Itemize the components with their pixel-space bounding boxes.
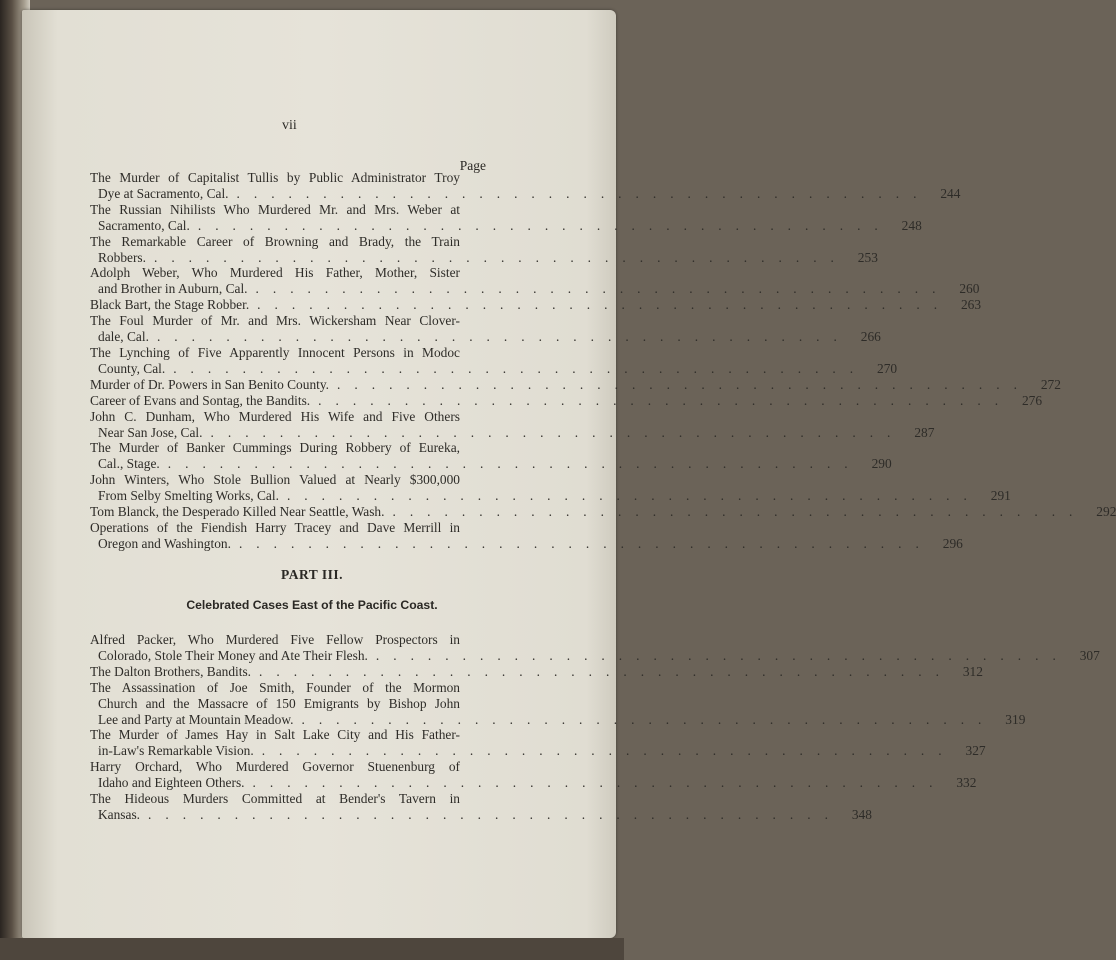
toc-entry-title-line: John Winters, Who Stole Bullion Valued at Nearly $300,000	[90, 472, 460, 488]
toc-entry-title-line: Cal., Stage.	[98, 456, 160, 472]
toc-entry-title-line: The Dalton Brothers, Bandits.	[90, 663, 252, 679]
toc-entry-last-line	[90, 535, 963, 552]
dot-leader: ........................................	[392, 504, 1087, 520]
dot-leader: ........................................	[148, 806, 842, 822]
toc-entry-title-line: Career of Evans and Sontag, the Bandits.	[90, 392, 311, 408]
toc-entry	[90, 313, 881, 345]
toc-entry-page-number: 292	[1096, 504, 1116, 520]
toc-entry	[90, 297, 982, 313]
dot-leader: ........................................	[210, 424, 905, 440]
toc-entry	[90, 265, 980, 297]
toc-entry-title-line: Robbers.	[98, 249, 146, 265]
toc-entry-page-number: 290	[871, 456, 892, 472]
toc-entry-last-line	[90, 185, 961, 202]
toc-list-part-2	[90, 170, 1116, 552]
toc-entry-title-line: The Russian Nihilists Who Murdered Mr. and Mrs. Weber at	[90, 201, 460, 217]
part-heading: PART III.	[280, 567, 344, 582]
toc-entry-page-number: 287	[914, 424, 935, 440]
toc-entry-page-number: 260	[959, 281, 980, 297]
toc-entry	[90, 344, 898, 377]
toc-entry-page-number: 276	[1021, 392, 1043, 408]
toc-entry-last-line	[90, 663, 983, 680]
toc-entry-title-line: Lee and Party at Mountain Meadow.	[98, 711, 294, 727]
toc-entry-title-line: in-Law's Remarkable Vision.	[98, 743, 254, 759]
part-subheading: Celebrated Cases East of the Pacific Coast.	[186, 598, 438, 612]
toc-entry-title-line: Dye at Sacramento, Cal.	[98, 185, 229, 201]
toc-entry-last-line	[90, 743, 986, 759]
toc-entry-page-number: 327	[965, 743, 986, 759]
dot-leader: ........................................	[153, 249, 848, 265]
toc-entry	[90, 170, 961, 202]
toc-entry-page-number: 253	[857, 249, 878, 265]
background-surface	[0, 938, 624, 960]
toc-entry-title-line: From Selby Smelting Works, Cal.	[98, 488, 279, 504]
toc-entry	[90, 440, 892, 472]
toc-entry	[90, 233, 878, 266]
toc-entry-page-number: 348	[851, 806, 872, 822]
toc-entry-title-line: Idaho and Eighteen Others.	[98, 775, 245, 791]
toc-entry	[90, 201, 922, 234]
toc-entry-title-line: Harry Orchard, Who Murdered Governor Stuenenburg of	[90, 759, 460, 775]
toc-entry-last-line	[90, 456, 892, 472]
toc-list-part-3	[90, 632, 1100, 823]
toc-entry-title-line: Alfred Packer, Who Murdered Five Fellow Prospectors in	[90, 632, 460, 647]
toc-entry-title-line: Adolph Weber, Who Murdered His Father, Mother, Sister	[90, 265, 460, 281]
toc-entry-title-line: Colorado, Stole Their Money and Ate Their Flesh.	[98, 647, 368, 663]
toc-entry-page-number: 244	[940, 185, 961, 201]
toc-entry-title-line: Operations of the Fiendish Harry Tracey and Dave Merrill in	[90, 519, 460, 535]
toc-entry-title-line: Oregon and Washington.	[98, 535, 231, 551]
toc-entry-last-line	[90, 281, 980, 297]
toc-entry-title-line: The Hideous Murders Committed at Bender's Tavern in	[90, 791, 460, 807]
toc-entry-page-number: 272	[1040, 376, 1061, 392]
toc-entry-last-line	[90, 775, 977, 791]
toc-entry-last-line	[90, 329, 881, 345]
page-column-header: Page	[459, 158, 486, 173]
dot-leader: ........................................	[156, 329, 851, 345]
toc-entry	[90, 791, 872, 823]
dot-leader: ........................................	[252, 775, 947, 791]
toc-entry-title-line: The Murder of Capitalist Tullis by Public Administrator Troy	[90, 170, 460, 185]
dot-leader: ........................................	[257, 297, 952, 313]
toc-entry	[90, 472, 1011, 504]
toc-entry-last-line	[90, 249, 878, 266]
toc-entry-title-line: Sacramento, Cal.	[98, 217, 190, 233]
toc-entry-page-number: 312	[962, 663, 983, 679]
dot-leader: ........................................	[197, 217, 892, 233]
toc-entry-page-number: 319	[1005, 711, 1026, 727]
toc-entry-title-line: John C. Dunham, Who Murdered His Wife and Five Others	[90, 408, 460, 424]
toc-entry-last-line	[90, 488, 1011, 504]
toc-entry-last-line	[90, 376, 1061, 393]
toc-entry	[90, 376, 1061, 393]
toc-entry-last-line	[90, 392, 1043, 409]
toc-entry-title-line: Black Bart, the Stage Robber.	[90, 297, 250, 313]
toc-entry	[90, 679, 1026, 728]
toc-entry-last-line	[90, 711, 1026, 728]
toc-entry-title-line: The Murder of Banker Cummings During Robbery of Eureka,	[90, 440, 460, 456]
toc-entry-page-number: 296	[942, 535, 963, 551]
toc-entry	[90, 504, 1116, 520]
toc-entry	[90, 759, 977, 791]
dot-leader: ........................................	[259, 663, 953, 679]
dot-leader: ........................................	[286, 488, 981, 504]
toc-entry-page-number: 266	[860, 329, 881, 345]
toc-entry-title-line: County, Cal.	[98, 360, 166, 376]
toc-entry-last-line	[90, 424, 935, 441]
toc-entry-last-line	[90, 360, 898, 377]
toc-entry-title-line: Murder of Dr. Powers in San Benito County.	[90, 376, 330, 392]
toc-entry-last-line	[90, 297, 982, 313]
toc-entry	[90, 392, 1043, 409]
toc-entry-title-line: The Assassination of Joe Smith, Founder of the Mormon	[90, 679, 460, 695]
toc-entry-page-number: 291	[990, 488, 1011, 504]
toc-entry	[90, 727, 986, 759]
toc-entry-title-line: The Lynching of Five Apparently Innocent Persons in Modoc	[90, 344, 460, 360]
toc-entry	[90, 408, 935, 441]
dot-leader: ........................................	[255, 281, 950, 297]
dot-leader: ........................................	[318, 392, 1013, 408]
dot-leader: ........................................	[337, 376, 1031, 392]
dot-leader: ........................................	[261, 743, 956, 759]
toc-entry-title-line: dale, Cal.	[98, 329, 149, 345]
toc-entry-title-line: The Murder of James Hay in Salt Lake City and His Father-	[90, 727, 460, 743]
toc-entry-title-line: Kansas.	[98, 806, 141, 822]
toc-entry	[90, 519, 963, 552]
dot-leader: ........................................	[301, 711, 996, 727]
dot-leader: ........................................	[173, 360, 868, 376]
dot-leader: ........................................	[167, 456, 862, 472]
toc-entry	[90, 632, 1100, 664]
page-folio-number: vii	[282, 118, 297, 133]
toc-entry-title-line: Church and the Massacre of 150 Emigrants by Bishop John	[98, 695, 460, 711]
toc-entry-page-number: 263	[960, 297, 982, 313]
dot-leader: ........................................	[238, 535, 933, 551]
toc-entry-title-line: The Foul Murder of Mr. and Mrs. Wickersham Near Clover-	[90, 313, 460, 329]
toc-entry-last-line	[90, 217, 922, 234]
toc-entry-title-line: The Remarkable Career of Browning and Brady, the Train	[90, 233, 460, 249]
toc-entry-last-line	[90, 504, 1116, 520]
toc-entry-page-number: 307	[1079, 647, 1100, 663]
toc-entry-title-line: Tom Blanck, the Desperado Killed Near Seattle, Wash.	[90, 504, 385, 520]
dot-leader: ........................................	[375, 647, 1070, 663]
toc-entry-title-line: and Brother in Auburn, Cal.	[98, 281, 248, 297]
dot-leader: ........................................	[236, 185, 931, 201]
toc-entry-page-number: 248	[901, 217, 922, 233]
toc-entry-last-line	[90, 647, 1100, 664]
toc-entry	[90, 663, 983, 680]
toc-entry-page-number: 332	[956, 775, 977, 791]
toc-entry-page-number: 270	[877, 360, 898, 376]
toc-entry-last-line	[90, 806, 872, 823]
toc-entry-title-line: Near San Jose, Cal.	[98, 424, 203, 440]
